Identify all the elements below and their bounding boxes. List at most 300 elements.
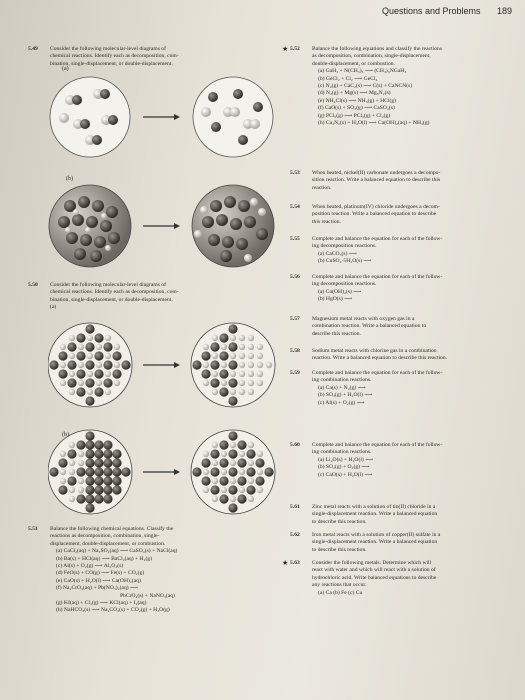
particle xyxy=(76,440,85,449)
particle xyxy=(112,351,121,360)
particle xyxy=(248,335,254,341)
figure-5-50-b-label: (b) xyxy=(62,432,69,438)
particle xyxy=(103,476,112,485)
particle xyxy=(221,380,227,386)
text-line: Complete and balance the equation for each of the follow- xyxy=(312,442,443,448)
particle xyxy=(210,342,219,351)
particle xyxy=(230,496,236,502)
particle xyxy=(85,440,94,449)
particle xyxy=(219,440,228,449)
particle xyxy=(112,449,121,458)
particle xyxy=(257,469,263,475)
particle xyxy=(228,467,237,476)
particle xyxy=(248,362,254,368)
particle xyxy=(60,469,66,475)
particle xyxy=(85,396,94,405)
particle xyxy=(114,362,120,368)
particle xyxy=(221,451,227,457)
text-line: sition reaction. Write a balanced equation to describe this xyxy=(312,177,441,184)
particle xyxy=(96,362,102,368)
text-line: Zinc metal reacts with a solution of tin(II) chloride in a xyxy=(312,504,436,510)
problem-number: 5.56 xyxy=(290,274,300,280)
text-line: (e) CaO(s) + H₂O(l) ⟶ Ca(OH)₂(aq) xyxy=(56,577,141,584)
text-line: Complete and balance the equation for each of the follow- xyxy=(312,236,443,242)
particle xyxy=(201,351,210,360)
particle xyxy=(103,360,112,369)
text-line: (b) SO₂(g) + O₂(g) ⟶ xyxy=(318,464,370,471)
particle xyxy=(257,344,263,350)
particle xyxy=(94,476,103,485)
particle xyxy=(78,460,84,466)
particle xyxy=(203,469,209,475)
text-line: (b) HgO(s) ⟶ xyxy=(318,296,353,303)
particle xyxy=(230,371,236,377)
figure-5-49-b xyxy=(48,180,278,272)
particle xyxy=(264,467,273,476)
text-line: to describe this reaction. xyxy=(312,546,367,553)
particle xyxy=(103,440,112,449)
particle xyxy=(237,476,246,485)
particle xyxy=(266,362,272,368)
particle xyxy=(85,324,94,333)
text-line: single-displacement reaction. Write a balanced equation xyxy=(312,539,438,546)
problem-text xyxy=(50,526,177,615)
particle xyxy=(112,485,121,494)
particle xyxy=(201,458,210,467)
particle xyxy=(203,487,209,493)
particle xyxy=(212,335,218,341)
text-line: Consider the following molecular-level diagrams of xyxy=(50,46,166,52)
particle xyxy=(103,378,112,387)
particle xyxy=(230,353,236,359)
problem-number: 5.60 xyxy=(290,442,300,448)
particle xyxy=(96,380,102,386)
particle xyxy=(248,353,254,359)
particle xyxy=(228,485,237,494)
problem-5-56 xyxy=(290,274,443,304)
particle xyxy=(49,467,58,476)
particle xyxy=(255,476,264,485)
particle xyxy=(239,344,245,350)
particle xyxy=(210,360,219,369)
text-line: (b) Ba(s) + HCl(aq) ⟶ BaCl₂(aq) + H₂(g) xyxy=(56,555,153,562)
particle xyxy=(85,360,94,369)
problem-number: 5.53 xyxy=(290,170,300,176)
text-line: ing decomposition reactions. xyxy=(312,281,377,288)
particle xyxy=(210,485,219,494)
problem-text xyxy=(312,274,442,304)
particle xyxy=(248,496,254,502)
particle xyxy=(78,478,84,484)
problem-text xyxy=(312,46,442,127)
particle xyxy=(203,451,209,457)
particle xyxy=(60,344,66,350)
problem-5-51 xyxy=(28,526,178,615)
particle xyxy=(85,431,94,440)
particle xyxy=(228,431,237,440)
particle xyxy=(203,362,209,368)
particle xyxy=(212,442,218,448)
particle xyxy=(87,371,93,377)
particle xyxy=(103,458,112,467)
text-line: Balance the following chemical equations. Classify the xyxy=(50,526,174,532)
problem-text xyxy=(312,504,437,526)
particle xyxy=(94,440,103,449)
particle xyxy=(105,353,111,359)
particle xyxy=(228,396,237,405)
particle xyxy=(212,353,218,359)
problem-number: 5.59 xyxy=(290,370,300,376)
particle xyxy=(69,460,75,466)
particle xyxy=(221,487,227,493)
text-line: (a) CaCO₃(s) ⟶ xyxy=(318,250,357,257)
particle xyxy=(69,442,75,448)
particle xyxy=(67,360,76,369)
particle xyxy=(230,389,236,395)
particle xyxy=(221,344,227,350)
particle xyxy=(121,360,130,369)
text-line: (d) FeO(s) + CO(g) ⟶ Fe(s) + CO₂(g) xyxy=(56,570,145,577)
particle xyxy=(87,353,93,359)
particle xyxy=(76,467,85,476)
particle xyxy=(85,494,94,503)
particle xyxy=(78,380,84,386)
particle xyxy=(239,451,245,457)
reaction-arrow xyxy=(143,362,180,368)
particle xyxy=(192,467,201,476)
particle xyxy=(85,467,94,476)
particle xyxy=(257,362,263,368)
particle xyxy=(192,360,201,369)
particle xyxy=(76,387,85,396)
text-line: When heated, platinum(IV) chloride undergoes a decom- xyxy=(312,204,440,210)
particle xyxy=(96,344,102,350)
text-line: Consider the following metals. Determine which will xyxy=(312,560,432,566)
problem-5-63 xyxy=(282,559,437,597)
figure-5-50-a xyxy=(48,318,278,412)
particle xyxy=(78,362,84,368)
problem-number: 5.49 xyxy=(28,46,38,52)
particle xyxy=(85,503,94,512)
particle xyxy=(219,476,228,485)
problem-5-49 xyxy=(28,46,179,68)
particle xyxy=(58,351,67,360)
text-line: single-displacement reaction. Write a balanced equation xyxy=(312,511,438,518)
particle xyxy=(219,351,228,360)
problem-number: 5.55 xyxy=(290,236,300,242)
particle xyxy=(69,487,75,493)
particle xyxy=(257,451,263,457)
particle xyxy=(87,389,93,395)
particle xyxy=(78,451,84,457)
particle xyxy=(248,442,254,448)
problem-text xyxy=(312,316,426,338)
particle xyxy=(58,369,67,378)
particle xyxy=(248,380,254,386)
text-line: describe this reaction. xyxy=(312,330,361,337)
text-line: any reactions that occur. xyxy=(312,582,367,589)
particle xyxy=(248,371,254,377)
particle xyxy=(228,324,237,333)
particle xyxy=(76,333,85,342)
particle xyxy=(105,335,111,341)
text-line: chemical reactions. Identify each as decomposition, com- xyxy=(50,289,179,296)
problem-number: 5.58 xyxy=(290,348,300,354)
particle xyxy=(246,449,255,458)
particle xyxy=(219,333,228,342)
particle xyxy=(94,449,103,458)
particle xyxy=(210,467,219,476)
particle xyxy=(85,476,94,485)
particle xyxy=(67,342,76,351)
text-line: bination, single-displacement, or double-displacement. xyxy=(50,296,173,303)
particle xyxy=(255,458,264,467)
problem-5-50 xyxy=(28,282,179,312)
particle xyxy=(246,467,255,476)
particle xyxy=(201,476,210,485)
text-line: ing decomposition reactions. xyxy=(312,243,377,250)
particle xyxy=(239,335,245,341)
particle xyxy=(230,335,236,341)
particle xyxy=(94,369,103,378)
particle xyxy=(103,449,112,458)
problem-5-62 xyxy=(290,532,441,554)
particle xyxy=(94,467,103,476)
problem-5-53 xyxy=(290,170,441,192)
problem-number: 5.62 xyxy=(290,532,300,538)
text-line: reactions as decomposition, combination, single- xyxy=(50,533,160,540)
text-line: (c) N₂(g) + CaC₂(s) ⟶ C(s) + CaNCN(s) xyxy=(318,83,413,90)
text-line: Consider the following molecular-level diagrams of xyxy=(50,282,166,288)
figure-5-49-a xyxy=(48,72,278,162)
text-line: (a) Li₂O(s) + H₂O(l) ⟶ xyxy=(318,456,374,463)
particle xyxy=(85,449,94,458)
particle xyxy=(60,451,66,457)
particle xyxy=(60,478,66,484)
problem-text xyxy=(312,370,442,407)
reaction-arrow xyxy=(143,114,180,120)
particle xyxy=(219,387,228,396)
text-line: (h) NaHCO₃(s) ⟶ Na₂CO₃(s) + CO₂(g) + H₂O(g) xyxy=(56,607,170,614)
particle xyxy=(257,353,263,359)
text-line: (h) Ca₃N₂(s) + H₂O(l) ⟶ Ca(OH)₂(aq) + NH₃(g) xyxy=(318,120,430,127)
star-icon: ★ xyxy=(282,559,289,567)
text-line: (b) SO₃(g) + H₂O(l) ⟶ xyxy=(318,392,373,399)
text-line: Sodium metal reacts with chlorine gas in a combination xyxy=(312,348,437,354)
particle xyxy=(94,494,103,503)
particle xyxy=(212,496,218,502)
text-line: combination reaction. Write a balanced equation to xyxy=(312,323,427,330)
text-line: (c) CaO(s) + H₂O(l) ⟶ xyxy=(318,471,373,478)
particle xyxy=(221,469,227,475)
particle xyxy=(228,449,237,458)
particle xyxy=(248,478,254,484)
particle xyxy=(103,494,112,503)
text-line: PbCrO₄(s) + NaNO₃(aq) xyxy=(120,592,175,599)
text-line: (f) CaO(s) + SO₃(g) ⟶ CaSO₄(s) xyxy=(318,105,395,112)
particle xyxy=(105,371,111,377)
particle xyxy=(228,503,237,512)
text-line: (a) CaCl₂(aq) + Na₂SO₄(aq) ⟶ CaSO₄(s) + NaCl(aq) xyxy=(56,548,178,555)
particle xyxy=(85,342,94,351)
particle xyxy=(105,389,111,395)
particle xyxy=(78,487,84,493)
figure-5-50-b xyxy=(48,424,278,520)
particle xyxy=(257,380,263,386)
text-line: Complete and balance the equation for each of the follow- xyxy=(312,370,443,376)
text-line: When heated, nickel(II) carbonate undergoes a decompo- xyxy=(312,170,441,176)
particle xyxy=(69,353,75,359)
particle xyxy=(248,344,254,350)
problem-number: 5.61 xyxy=(290,504,300,510)
text-line: (c) Al(s) + O₂(g) ⟶ Al₂O₃(s) xyxy=(56,563,124,570)
problem-text xyxy=(312,532,440,554)
particle xyxy=(94,351,103,360)
particle xyxy=(239,362,245,368)
particle xyxy=(94,333,103,342)
particle xyxy=(230,478,236,484)
particle xyxy=(60,380,66,386)
text-line: (b) GeCl₂ + Cl₂ ⟶ GeCl₄ xyxy=(318,75,378,82)
particle xyxy=(248,460,254,466)
reaction-arrow xyxy=(143,469,180,475)
text-line: ing combination reactions. xyxy=(312,449,372,456)
text-line: (g) KI(aq) + Cl₂(g) ⟶ KCl(aq) + I₂(aq) xyxy=(56,600,147,607)
particle xyxy=(219,458,228,467)
particle xyxy=(219,494,228,503)
text-line: react with water and which will react with a solution of xyxy=(312,567,436,574)
particle xyxy=(237,440,246,449)
particle xyxy=(203,380,209,386)
problem-5-60 xyxy=(290,442,443,479)
particle xyxy=(94,387,103,396)
text-line: ing combination reactions. xyxy=(312,377,372,384)
particle xyxy=(246,485,255,494)
problem-text xyxy=(312,170,440,192)
particle xyxy=(76,494,85,503)
page-header-title: Questions and Problems xyxy=(382,6,481,16)
particle xyxy=(203,344,209,350)
particle xyxy=(112,476,121,485)
text-line: (c) Al(s) + O₂(g) ⟶ xyxy=(318,399,365,406)
page-number: 189 xyxy=(497,6,513,16)
particle xyxy=(221,362,227,368)
problem-5-52 xyxy=(282,45,443,127)
particle xyxy=(60,362,66,368)
text-line: Iron metal reacts with a solution of copper(II) sulfate in a xyxy=(312,532,441,538)
problem-5-61 xyxy=(290,504,438,526)
problem-number: 5.50 xyxy=(28,282,38,288)
particle xyxy=(219,369,228,378)
particle xyxy=(69,469,75,475)
particle xyxy=(78,344,84,350)
text-line: (d) N₂(g) + Mg(s) ⟶ Mg₃N₂(s) xyxy=(318,90,391,97)
particle xyxy=(210,449,219,458)
text-line: (a) GaH₃ + N(CH₃)₃ ⟶ (CH₃)₃NGaH₃ xyxy=(318,68,407,75)
particle xyxy=(248,389,254,395)
text-line: (a) Ca(s) + N₂(g) ⟶ xyxy=(318,384,366,391)
particle xyxy=(239,371,245,377)
problem-text xyxy=(50,282,179,304)
particle xyxy=(237,458,246,467)
particle xyxy=(257,371,263,377)
particle xyxy=(201,369,210,378)
text-line: (b) CuSO₄·5H₂O(s) ⟶ xyxy=(318,258,372,265)
text-line: position reaction. Write a balanced equation to describe xyxy=(312,211,437,218)
reaction-arrow xyxy=(143,223,180,229)
problem-number: 5.52 xyxy=(290,46,300,52)
text-line: to describe this reaction. xyxy=(312,518,367,525)
problem-text xyxy=(312,560,436,597)
figure-5-49-a-label: (a) xyxy=(62,66,69,72)
particle xyxy=(239,380,245,386)
particle xyxy=(94,485,103,494)
problem-text xyxy=(50,46,179,68)
text-line: chemical reactions. Identify each as decomposition, com- xyxy=(50,53,179,60)
text-line: hydrochloric acid. Write balanced equations to describe xyxy=(312,574,437,581)
particle xyxy=(87,335,93,341)
text-line: (g) PCl₅(g) ⟶ PCl₃(g) + Cl₂(g) xyxy=(318,112,391,119)
particle xyxy=(114,344,120,350)
particle xyxy=(230,460,236,466)
problem-text xyxy=(312,348,447,363)
text-line: reaction. Write a balanced equation to describe this reaction. xyxy=(312,355,448,362)
particle xyxy=(212,460,218,466)
text-line: displacement, double-displacement, or combustion. xyxy=(50,540,166,547)
particle xyxy=(67,449,76,458)
particle xyxy=(212,389,218,395)
particle xyxy=(49,360,58,369)
particle xyxy=(239,353,245,359)
particle xyxy=(67,476,76,485)
particle xyxy=(112,369,121,378)
particle xyxy=(103,467,112,476)
particle xyxy=(112,467,121,476)
problem-number: 5.54 xyxy=(290,204,300,210)
particle xyxy=(94,458,103,467)
star-icon: ★ xyxy=(282,45,289,53)
particle xyxy=(230,442,236,448)
text-line: Balance the following equations and classify the reactions xyxy=(312,46,443,52)
problem-5-55 xyxy=(290,236,443,266)
particle xyxy=(85,458,94,467)
problem-text xyxy=(312,442,442,479)
particle xyxy=(239,487,245,493)
particle xyxy=(121,467,130,476)
problem-5-59 xyxy=(290,370,443,407)
particle xyxy=(212,478,218,484)
figure-label-a: (a) xyxy=(50,304,57,311)
text-line: (a) Cu(OH)₂(s) ⟶ xyxy=(318,288,362,295)
particle xyxy=(237,494,246,503)
text-line: (f) Na₂CrO₄(aq) + Pb(NO₃)₂(aq) ⟶ xyxy=(56,585,139,592)
text-line: this reaction. xyxy=(312,218,341,225)
product-circle xyxy=(193,77,273,157)
text-line: double-displacement, or combustion. xyxy=(312,60,395,67)
text-line: Complete and balance the equation for each of the follow- xyxy=(312,274,443,280)
particle xyxy=(112,458,121,467)
particle xyxy=(69,389,75,395)
problem-5-58 xyxy=(290,348,448,363)
text-line: as decomposition, combination, single-displacement, xyxy=(312,53,431,60)
particle xyxy=(76,351,85,360)
particle xyxy=(257,487,263,493)
particle xyxy=(114,380,120,386)
problem-text xyxy=(312,204,440,226)
particle xyxy=(85,485,94,494)
particle xyxy=(85,378,94,387)
particle xyxy=(69,496,75,502)
